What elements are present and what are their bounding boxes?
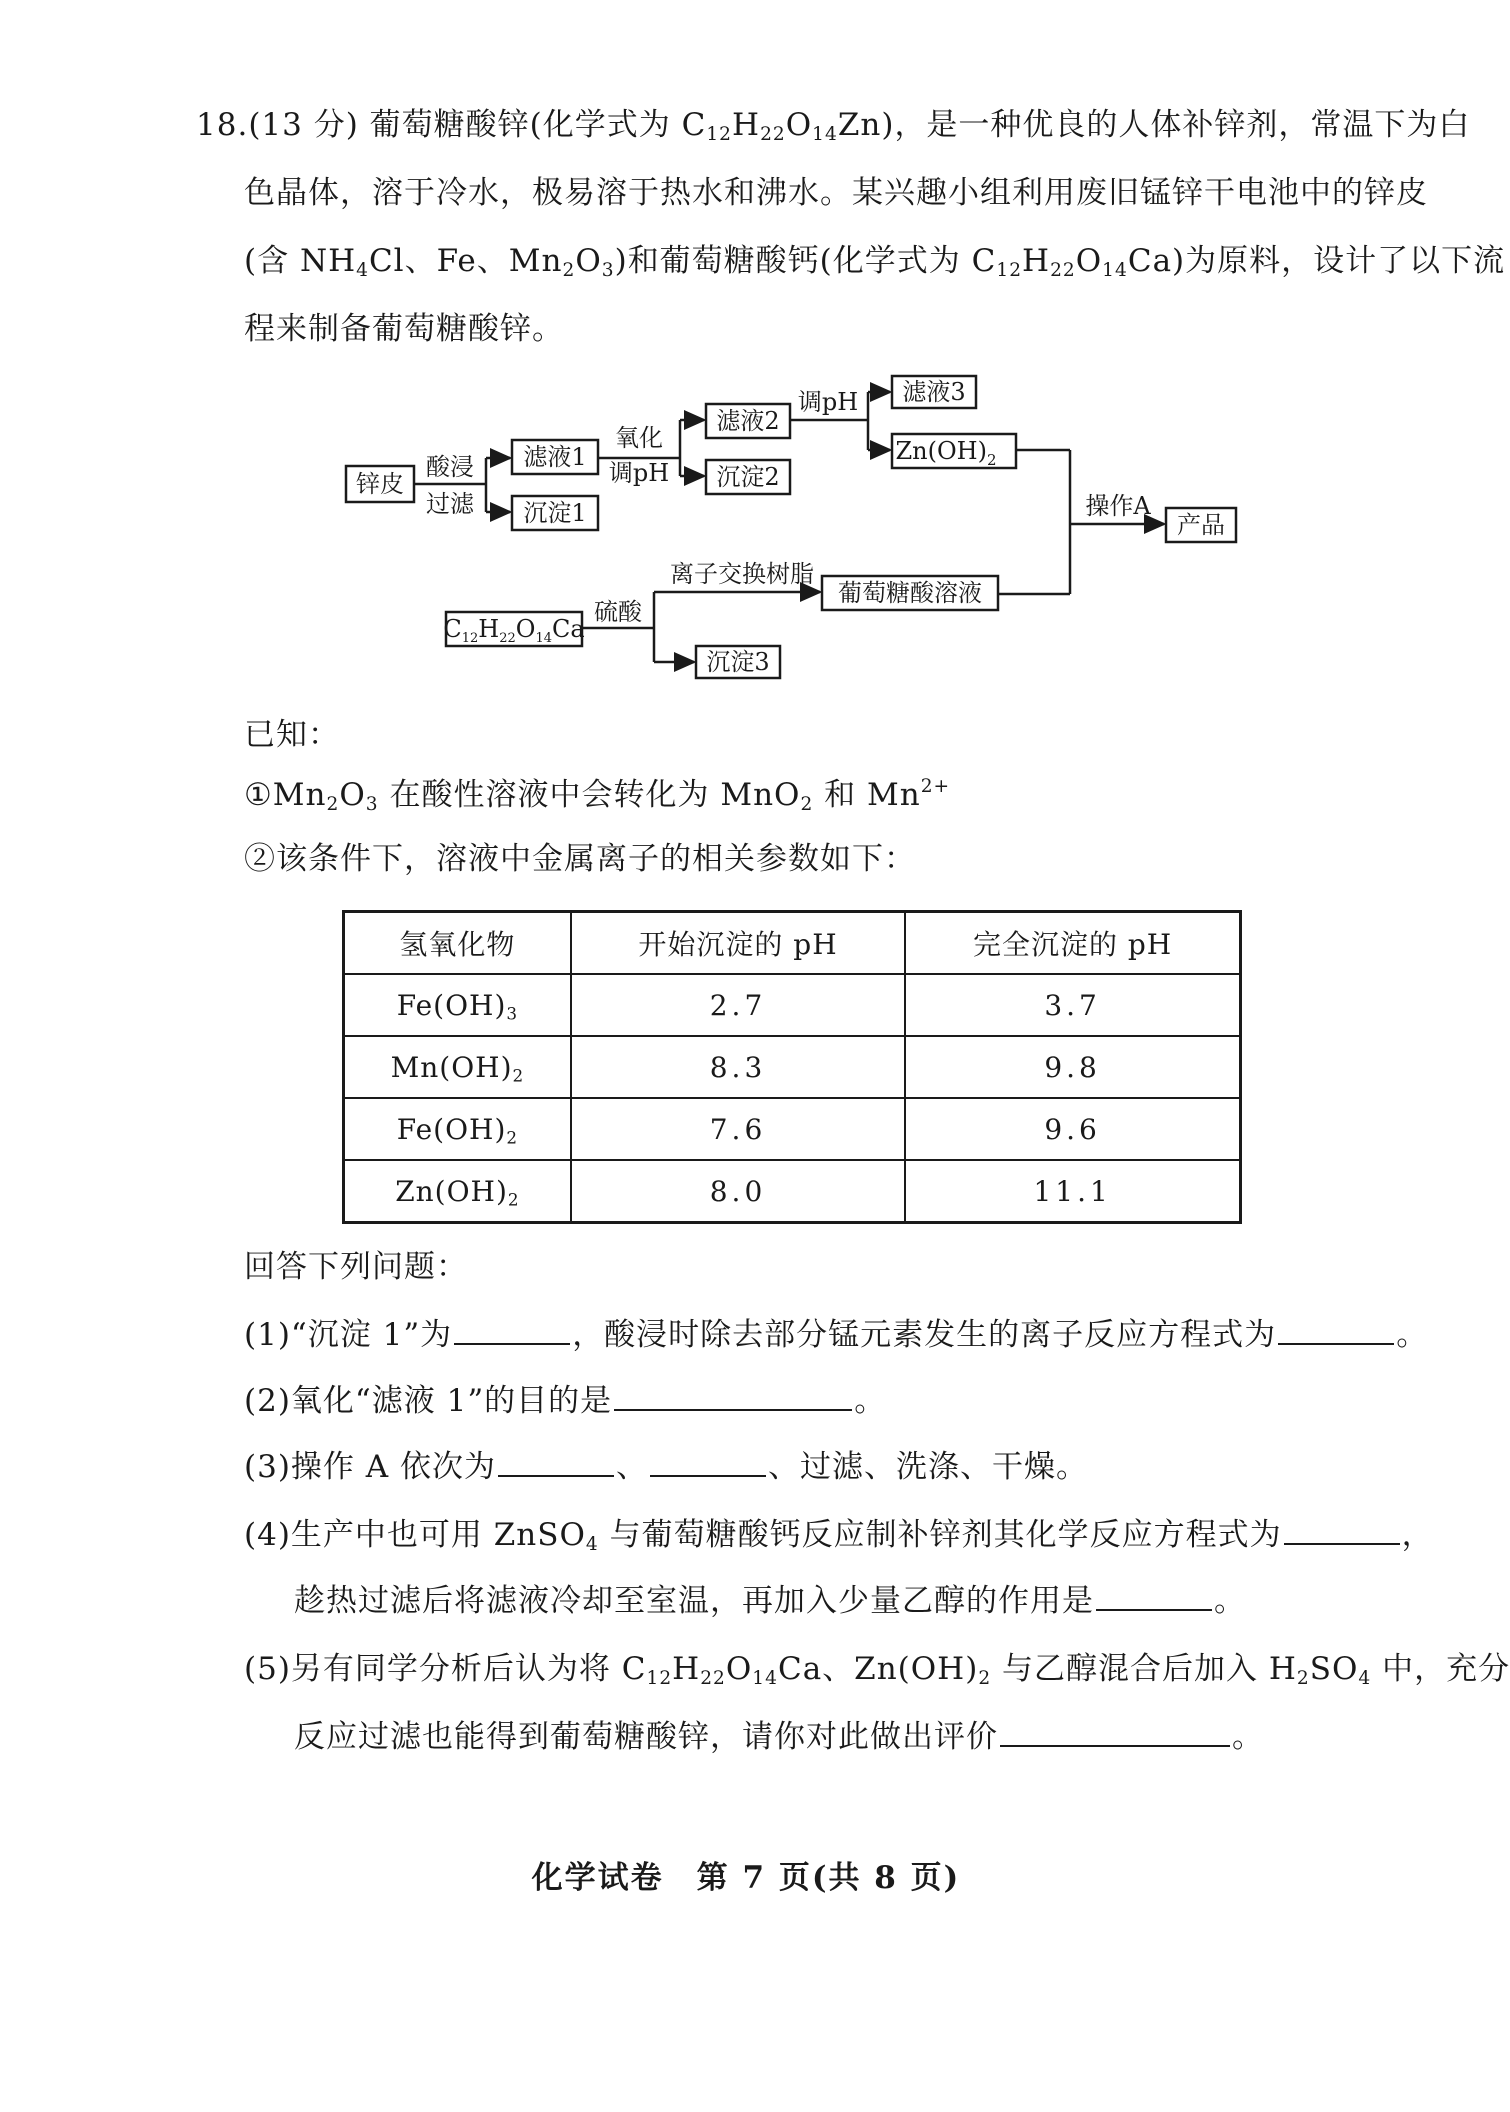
- label-filter: 过滤: [426, 490, 474, 518]
- label-gluconic-solution: 葡萄糖酸溶液: [838, 579, 982, 607]
- question-5: (5)另有同学分析后认为将 $C_{12}H_{22}O_{14}Ca$、$Zn(OH)_2$ 与乙醇混合后加入 $H_2SO_4$ 中，充分: [244, 1651, 1510, 1690]
- question-2: (2)氧化“滤液 1”的目的是 。: [244, 1383, 887, 1419]
- answer-blank-3b[interactable]: [650, 1447, 766, 1477]
- label-adjust-ph: 调pH: [608, 459, 670, 487]
- answer-blank-2[interactable]: [614, 1381, 852, 1411]
- answer-blank-4a[interactable]: [1284, 1515, 1400, 1545]
- table-row: $Fe(OH)_2$ 7.6 9.6: [344, 1098, 1241, 1160]
- questions-heading: 回答下列问题：: [244, 1249, 468, 1285]
- label-oxidize: 氧化: [615, 424, 663, 452]
- page-footer: 化学试卷 第 7 页(共 8 页): [531, 1860, 961, 1896]
- label-precip3: 沉淀3: [706, 648, 770, 676]
- question-score: (13 分): [248, 107, 359, 143]
- question-line-1: 18.(13 分) 葡萄糖酸锌(化学式为 $C_{12}H_{22}O_{14}Zn$)，是一种优良的人体补锌剂，常温下为白: [196, 107, 1471, 146]
- answer-blank-1a[interactable]: [454, 1315, 570, 1345]
- label-adjust-ph2: 调pH: [797, 388, 859, 416]
- label-filtrate1: 滤液1: [523, 443, 587, 471]
- question-4: (4)生产中也可用 ZnSO$_4$ 与葡萄糖酸钙反应制补锌剂其化学反应方程式为 ，: [244, 1517, 1434, 1556]
- question-line-4: 程来制备葡萄糖酸锌。: [244, 311, 564, 347]
- label-acid-leach: 酸浸: [426, 453, 474, 481]
- label-filtrate2: 滤液2: [716, 407, 780, 435]
- question-4-cont: 趁热过滤后将滤液冷却至室温，再加入少量乙醇的作用是 。: [294, 1583, 1246, 1619]
- precipitation-ph-table: [342, 910, 1242, 1224]
- known-item-2: ②该条件下，溶液中金属离子的相关参数如下：: [244, 841, 916, 877]
- question-5-cont: 反应过滤也能得到葡萄糖酸锌，请你对此做出评价 。: [294, 1719, 1264, 1755]
- question-number: 18.: [196, 107, 249, 143]
- label-precip1: 沉淀1: [523, 499, 587, 527]
- answer-blank-4b[interactable]: [1096, 1581, 1212, 1611]
- question-line-2: 色晶体，溶于冷水，极易溶于热水和沸水。某兴趣小组利用废旧锰锌干电池中的锌皮: [244, 175, 1428, 211]
- table-row: $Mn(OH)_2$ 8.3 9.8: [344, 1036, 1241, 1098]
- table-row: $Fe(OH)_3$ 2.7 3.7: [344, 974, 1241, 1036]
- known-heading: 已知：: [244, 717, 340, 753]
- label-znoh2: $Zn(OH)_2$: [895, 437, 997, 469]
- answer-blank-1b[interactable]: [1278, 1315, 1394, 1345]
- label-ca-gluconate: $C_{12}H_{22}O_{14}Ca$: [443, 615, 585, 646]
- known-item-1: $①Mn_2O_3$ 在酸性溶液中会转化为 MnO$_2$ 和 $Mn^{2+}$: [244, 775, 951, 816]
- label-product: 产品: [1177, 511, 1225, 539]
- label-filtrate3: 滤液3: [902, 378, 966, 406]
- label-zinc-skin: 锌皮: [356, 470, 404, 498]
- answer-blank-5[interactable]: [1000, 1717, 1230, 1747]
- table-header-row: [344, 912, 1241, 975]
- answer-blank-3a[interactable]: [498, 1447, 614, 1477]
- header-hydroxide: 氢氧化物: [344, 912, 571, 975]
- label-sulfuric-acid: 硫酸: [594, 598, 642, 626]
- question-line-3: (含 $NH_4Cl$、Fe、$Mn_2O_3$)和葡萄糖酸钙(化学式为 $C_{12}H_{22}O_{14}Ca$)为原料，设计了以下流: [244, 243, 1506, 282]
- question-1: (1)“沉淀 1”为 ，酸浸时除去部分锰元素发生的离子反应方程式为 。: [244, 1317, 1429, 1353]
- label-precip2: 沉淀2: [716, 463, 780, 491]
- label-ion-exchange: 离子交换树脂: [670, 560, 814, 588]
- table-row: $Zn(OH)_2$ 8.0 11.1: [344, 1160, 1241, 1223]
- header-complete-ph: 完全沉淀的 pH: [905, 912, 1240, 975]
- header-start-ph: 开始沉淀的 pH: [571, 912, 905, 975]
- label-operation-a: 操作A: [1085, 492, 1151, 520]
- question-3: (3)操作 A 依次为 、 、过滤、洗涤、干燥。: [244, 1449, 1089, 1485]
- process-flowchart: [340, 380, 1260, 680]
